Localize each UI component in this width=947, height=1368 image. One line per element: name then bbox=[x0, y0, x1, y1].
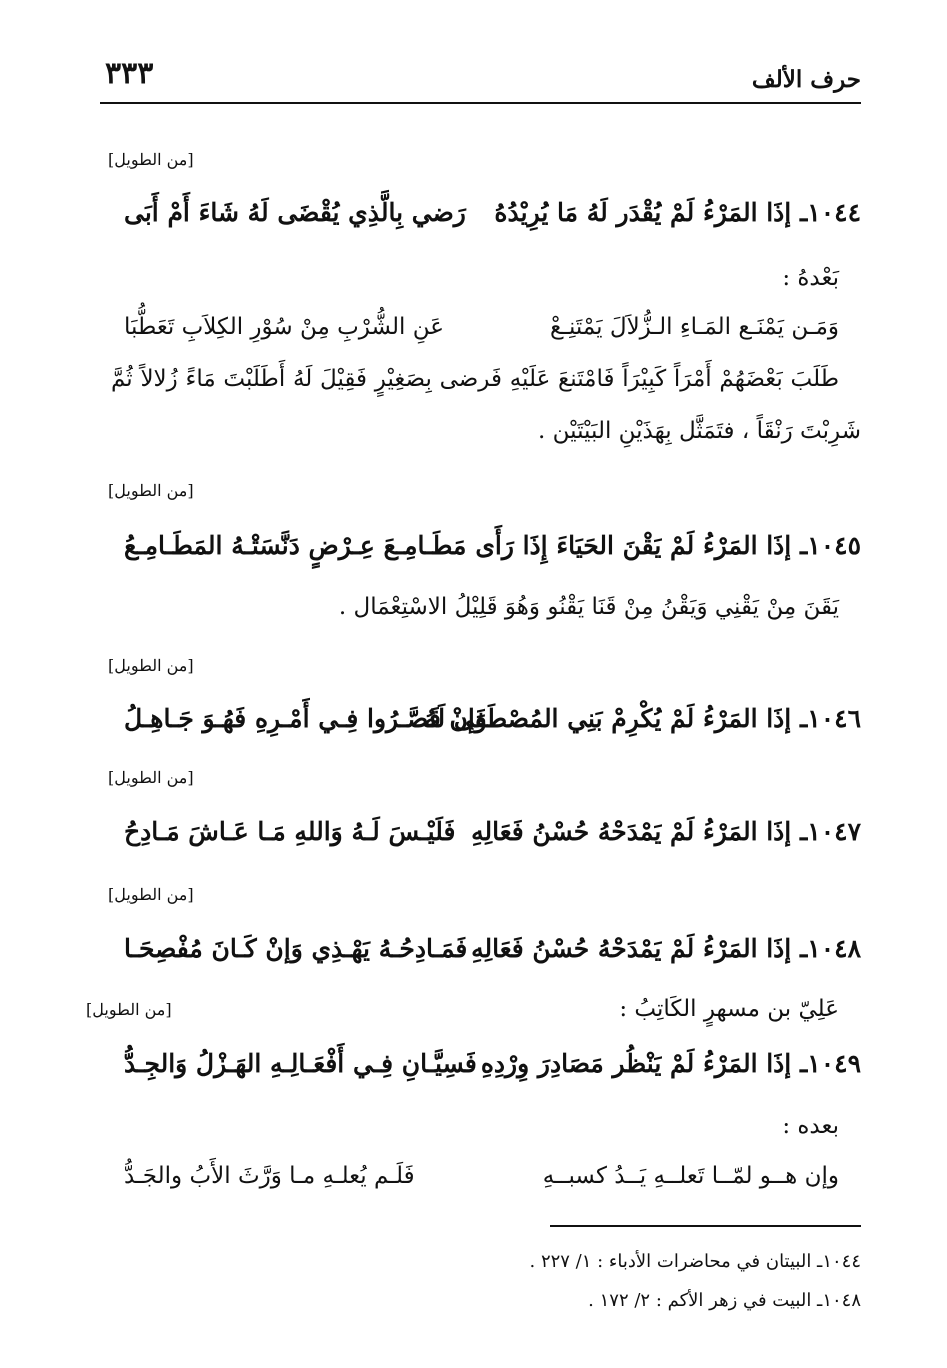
commentary: شَرِبْتَ رَنْقَاً ، فتَمَثَّل بِهَذَيْنِ البَيْتَيْن . bbox=[538, 418, 861, 444]
verse-first-hemistich: ١٠٤٤ـ إذَا المَرْءُ لَمْ يُقْدَر لَهُ مَا يُرِيْدُهُ bbox=[494, 198, 861, 227]
meter-label: [من الطويل] bbox=[108, 885, 194, 904]
verse-first-hemistich: وَمَـن يَمْنَـع المَـاءِ الـزُّلاَلَ يَمْتَنِـعْ bbox=[549, 314, 839, 340]
verse-first-hemistich: ١٠٤٩ـ إذَا المَرْءُ لَمْ يَنْظُر مَصَادِرَ وِرْدِهِ bbox=[480, 1049, 861, 1078]
commentary: طَلَبَ بَعْضَهُمْ أَمْرَاً كَبِيْرَاً فَامْتَنعَ عَلَيْهِ فَرضى بِصَغِيْرٍ فَقِيْلَ لَهُ أَطَلَبْتَ مَاءً زُلالاً ثُمَّ bbox=[111, 366, 839, 392]
verse-second-hemistich: وَإنْ قَصَّـرُوا فِـي أَمْـرِهِ فَهُـوَ جَـاهِـلُ bbox=[124, 704, 487, 733]
running-head: حرف الألف bbox=[751, 66, 861, 93]
verse-second-hemistich: رَضي بِالَّذِي يُقْضَى لَهُ شَاءَ أَمْ أَبَى bbox=[124, 198, 466, 227]
page-number: ٣٣٣ bbox=[105, 56, 154, 91]
verse-first-hemistich: ١٠٤٧ـ إذَا المَرْءُ لَمْ يَمْدَحْهُ حُسْنُ فَعَالِهِ bbox=[471, 817, 861, 846]
verse-second-hemistich: مَطَـامِـعَ عِـرْضٍ دَنَّسَتْـهُ المَطَـامِـعُ bbox=[124, 531, 467, 560]
footnote-rule bbox=[550, 1225, 861, 1227]
poet-attribution: عَلِيّ بن مسهرٍ الكَاتِبُ : bbox=[619, 996, 839, 1022]
verse-second-hemistich: فَمَـادِحُـهُ يَهْـذِي وَإنْ كَـانَ مُفْصِحَـا bbox=[124, 934, 468, 963]
verse-second-hemistich: فَلَـم يُعلـهِ مـا وَرَّثَ الأَبُ والجَـدُّ bbox=[124, 1163, 415, 1189]
meter-label: [من الطويل] bbox=[108, 656, 194, 675]
verse-first-hemistich: وإن هــو لمّــا تَعلــهِ يَــدُ كسبــهِ bbox=[542, 1163, 839, 1189]
after-label: بعده : bbox=[782, 1113, 839, 1139]
verse-first-hemistich: ١٠٤٥ـ إذَا المَرْءُ لَمْ يَقْنَ الحَيَاءَ إِذَا رَأَى bbox=[475, 531, 861, 560]
meter-label: [من الطويل] bbox=[108, 150, 194, 169]
verse-second-hemistich: فَسِيَّـانِ فِـي أَفْعَـالِـهِ الهَـزْلُ وَالجِـدُّ bbox=[124, 1049, 477, 1078]
footnote: ١٠٤٤ـ البيتان في محاضرات الأدباء : ١/ ٢٢٧ . bbox=[529, 1251, 861, 1272]
commentary: يَقَنَ مِنْ يَقْنِي وَيَقْنُ مِنْ قَنَا يَقْنُو وَهُوَ قَلِيْلُ الاسْتِعْمَال . bbox=[338, 594, 839, 620]
verse-first-hemistich: ١٠٤٨ـ إذَا المَرْءُ لَمْ يَمْدَحْهُ حُسْنُ فَعَالِهِ bbox=[471, 934, 861, 963]
header-rule bbox=[100, 102, 861, 104]
meter-label: [من الطويل] bbox=[86, 1000, 172, 1019]
verse-first-hemistich: ١٠٤٦ـ إذَا المَرْءُ لَمْ يُكْرِمْ بَنِي المُصْطَفَى لَهُ bbox=[424, 704, 861, 733]
meter-label: [من الطويل] bbox=[108, 481, 194, 500]
footnote: ١٠٤٨ـ البيت في زهر الأكم : ٢/ ١٧٢ . bbox=[588, 1290, 861, 1311]
verse-second-hemistich: فَلَيْـسَ لَـهُ وَاللهِ مَـا عَـاشَ مَـادِحُ bbox=[124, 817, 456, 846]
after-label: بَعْدهُ : bbox=[782, 265, 839, 291]
verse-second-hemistich: عَنِ الشُّرْبِ مِنْ سُوْرِ الكِلاَبِ تَعَطُّبَا bbox=[124, 314, 444, 340]
meter-label: [من الطويل] bbox=[108, 768, 194, 787]
